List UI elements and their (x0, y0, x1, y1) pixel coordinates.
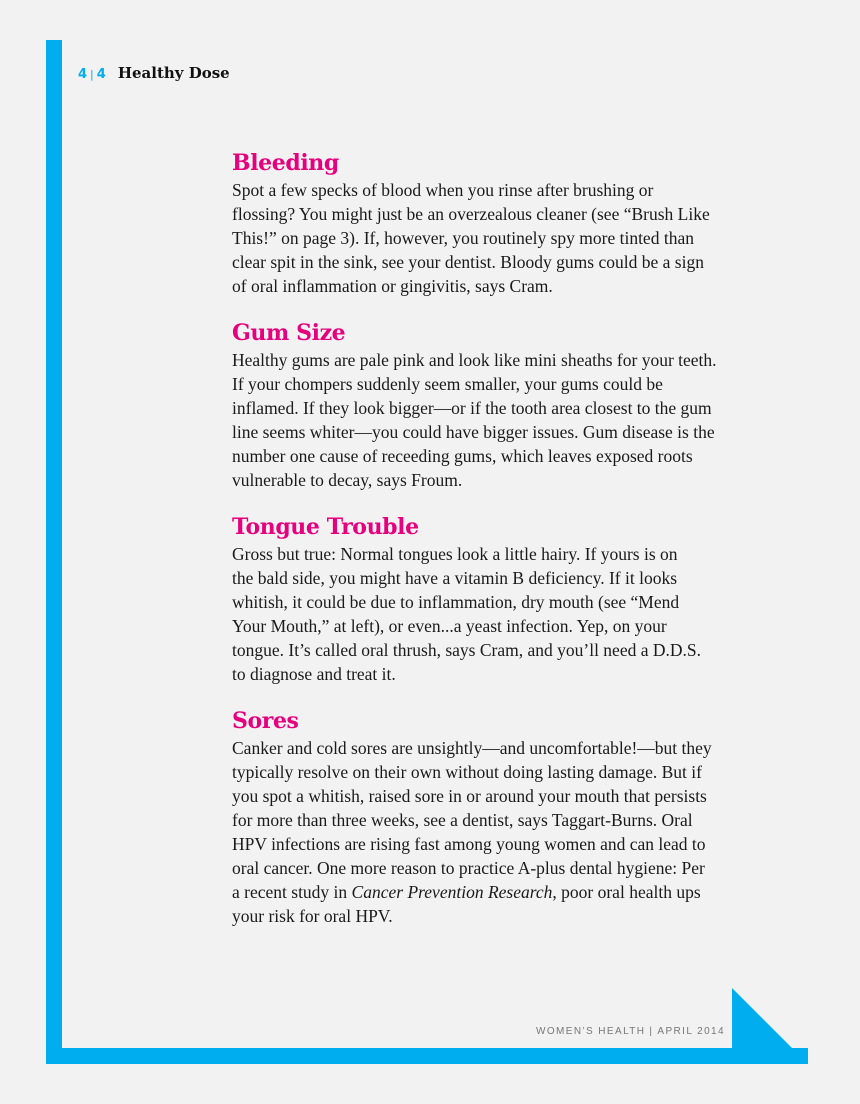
text-line: your risk for oral HPV. (232, 906, 393, 926)
text-line: oral cancer. One more reason to practice A-plus dental hygiene: Per (232, 858, 705, 878)
text-line: vulnerable to decay, says Froum. (232, 470, 463, 490)
publication-name: WOMEN’S HEALTH (536, 1026, 646, 1037)
citation-trail-text: , poor oral health ups (552, 882, 701, 902)
text-line: typically resolve on their own without doing lasting damage. But if (232, 762, 702, 782)
section-bleeding (232, 148, 772, 298)
corner-triangle-decoration (732, 988, 808, 1064)
text-line-citation (232, 880, 772, 904)
text-line: Your Mouth,” at left), or even...a yeast infection. Yep, on your (232, 616, 667, 636)
text-line: inflamed. If they look bigger—or if the tooth area closest to the gum (232, 398, 712, 418)
section-paragraph (232, 542, 772, 686)
text-line: HPV infections are rising fast among young women and can lead to (232, 834, 706, 854)
issue-date: APRIL 2014 (657, 1026, 725, 1037)
section-heading: Tongue Trouble (232, 514, 419, 540)
section-heading: Bleeding (232, 150, 339, 176)
text-line: you spot a whitish, raised sore in or around your mouth that persists (232, 786, 707, 806)
text-line: If your chompers suddenly seem smaller, your gums could be (232, 374, 663, 394)
text-line: line seems whiter—you could have bigger issues. Gum disease is the (232, 422, 715, 442)
page-number: 4 (78, 67, 88, 82)
text-line: Canker and cold sores are unsightly—and uncomfortable!—but they (232, 738, 712, 758)
section-paragraph (232, 348, 772, 492)
footer-separator: | (649, 1026, 654, 1037)
text-line: Healthy gums are pale pink and look like mini sheaths for your teeth. (232, 350, 717, 370)
section-gum-size (232, 318, 772, 492)
section-sores (232, 706, 772, 928)
text-line: Spot a few specks of blood when you rinse after brushing or (232, 180, 654, 200)
article-body (232, 148, 772, 948)
left-frame-bar (46, 40, 62, 1064)
text-line: for more than three weeks, see a dentist, says Taggart-Burns. Oral (232, 810, 693, 830)
section-name: Healthy Dose (117, 64, 230, 82)
text-line: of oral inflammation or gingivitis, says Cram. (232, 276, 553, 296)
text-line: whitish, it could be due to inflammation, dry mouth (see “Mend (232, 592, 680, 612)
page-header (78, 64, 230, 82)
section-heading: Gum Size (232, 320, 346, 346)
journal-title: Cancer Prevention Research (351, 882, 553, 902)
text-line: Gross but true: Normal tongues look a little hairy. If yours is on (232, 544, 678, 564)
citation-lead-text: a recent study in (232, 882, 352, 902)
page-separator: | (90, 68, 94, 81)
text-line: flossing? You might just be an overzealous cleaner (see “Brush Like (232, 204, 710, 224)
section-paragraph (232, 178, 772, 298)
section-tongue-trouble (232, 512, 772, 686)
section-heading: Sores (232, 708, 299, 734)
page-footer (536, 1026, 725, 1037)
page-total: 4 (96, 67, 106, 82)
text-line: number one cause of receeding gums, which leaves exposed roots (232, 446, 693, 466)
text-line: to diagnose and treat it. (232, 664, 396, 684)
text-line: This!” on page 3). If, however, you routinely spy more tinted than (232, 228, 694, 248)
section-paragraph (232, 736, 772, 928)
text-line: tongue. It’s called oral thrush, says Cram, and you’ll need a D.D.S. (232, 640, 701, 660)
text-line: the bald side, you might have a vitamin B deficiency. If it looks (232, 568, 678, 588)
bottom-frame-bar (46, 1048, 808, 1064)
text-line: clear spit in the sink, see your dentist. Bloody gums could be a sign (232, 252, 704, 272)
